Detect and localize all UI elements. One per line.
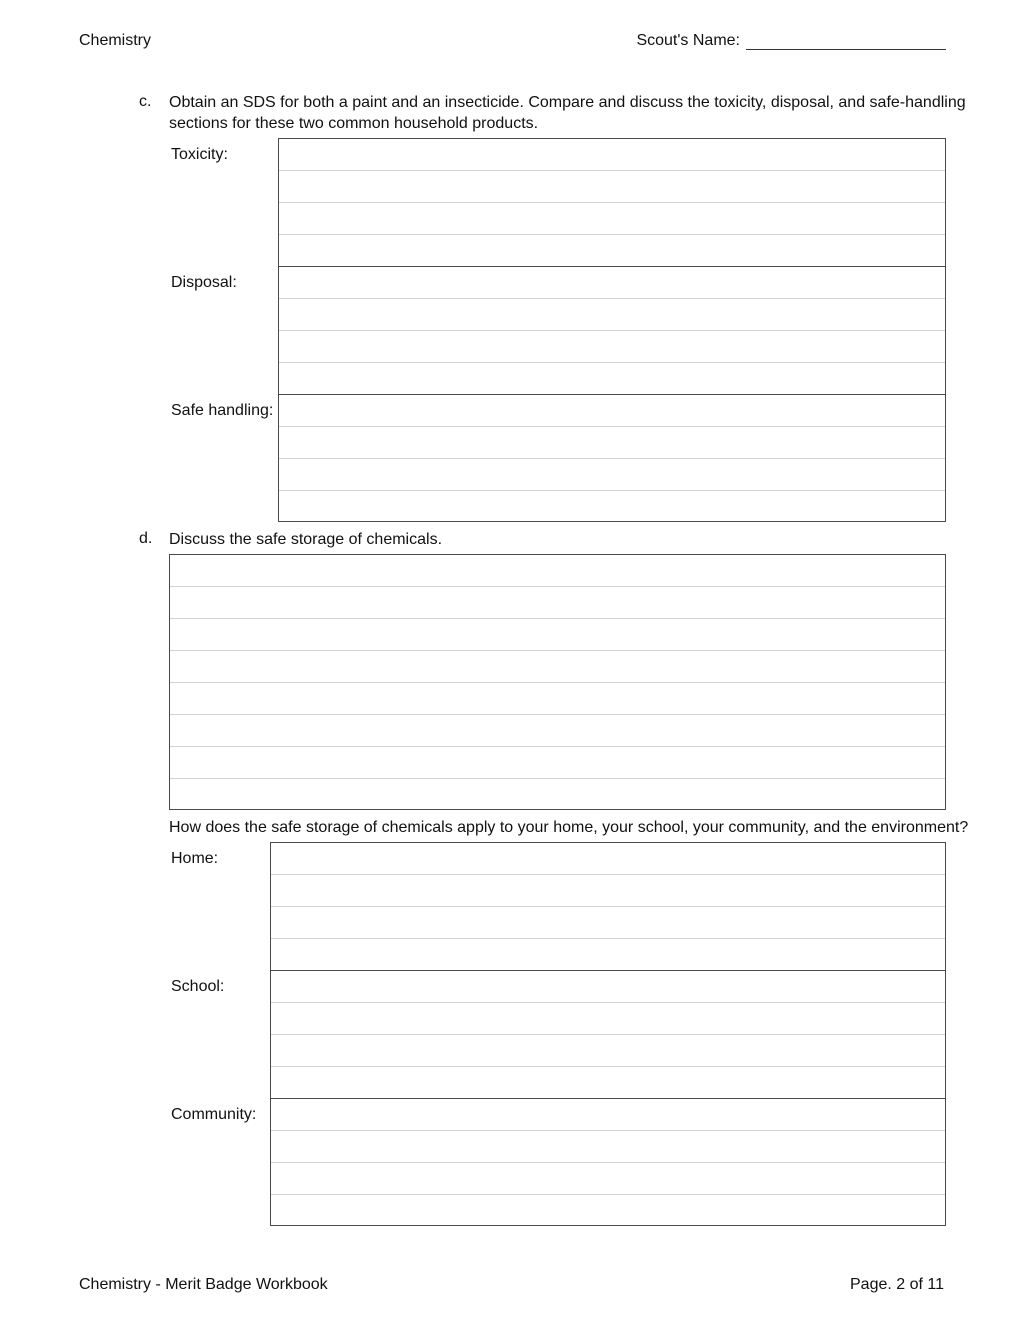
school-label: School: bbox=[171, 978, 225, 995]
storage-answer-line[interactable] bbox=[170, 683, 945, 715]
disposal-answer-line[interactable] bbox=[279, 299, 945, 331]
safe-handling-answer-line[interactable] bbox=[279, 459, 945, 491]
school-answer-line[interactable] bbox=[271, 971, 945, 1003]
question-c-answer-box[interactable] bbox=[278, 138, 946, 522]
home-answer-line[interactable] bbox=[271, 875, 945, 907]
scout-name-line[interactable] bbox=[746, 34, 946, 50]
community-answer-line[interactable] bbox=[271, 1131, 945, 1163]
community-label: Community: bbox=[171, 1106, 257, 1123]
question-d-letter: d. bbox=[139, 530, 153, 547]
home-answer-line[interactable] bbox=[271, 939, 945, 971]
question-d-followup: How does the safe storage of chemicals apply to your home, your school, your community, and the environment? bbox=[169, 819, 969, 836]
scout-name-field[interactable] bbox=[636, 32, 946, 50]
question-c-text-line1: Obtain an SDS for both a paint and an insecticide. Compare and discuss the toxicity, disposal, and safe-handling bbox=[169, 94, 966, 111]
question-c-letter: c. bbox=[139, 93, 152, 110]
home-label: Home: bbox=[171, 850, 219, 867]
storage-application-box[interactable] bbox=[270, 842, 946, 1226]
disposal-label: Disposal: bbox=[171, 274, 237, 291]
safe-handling-answer-line[interactable] bbox=[279, 491, 945, 523]
community-answer-line[interactable] bbox=[271, 1099, 945, 1131]
school-answer-line[interactable] bbox=[271, 1035, 945, 1067]
scout-name-label: Scout's Name: bbox=[636, 32, 740, 49]
disposal-answer-line[interactable] bbox=[279, 363, 945, 395]
toxicity-answer-line[interactable] bbox=[279, 203, 945, 235]
safe-handling-answer-line[interactable] bbox=[279, 395, 945, 427]
disposal-answer-line[interactable] bbox=[279, 267, 945, 299]
storage-answer-line[interactable] bbox=[170, 651, 945, 683]
question-d-text: Discuss the safe storage of chemicals. bbox=[169, 531, 443, 548]
safe-handling-answer-line[interactable] bbox=[279, 427, 945, 459]
toxicity-answer-line[interactable] bbox=[279, 139, 945, 171]
storage-answer-line[interactable] bbox=[170, 619, 945, 651]
home-answer-line[interactable] bbox=[271, 907, 945, 939]
storage-answer-line[interactable] bbox=[170, 779, 945, 811]
home-answer-line[interactable] bbox=[271, 843, 945, 875]
community-answer-line[interactable] bbox=[271, 1195, 945, 1227]
question-c-text-line2: sections for these two common household products. bbox=[169, 115, 539, 132]
toxicity-answer-line[interactable] bbox=[279, 171, 945, 203]
community-answer-line[interactable] bbox=[271, 1163, 945, 1195]
school-answer-line[interactable] bbox=[271, 1067, 945, 1099]
footer-workbook-title: Chemistry - Merit Badge Workbook bbox=[79, 1276, 328, 1293]
school-answer-line[interactable] bbox=[271, 1003, 945, 1035]
toxicity-answer-line[interactable] bbox=[279, 235, 945, 267]
storage-answer-line[interactable] bbox=[170, 555, 945, 587]
disposal-answer-line[interactable] bbox=[279, 331, 945, 363]
footer-page-number: Page. 2 of 11 bbox=[850, 1276, 944, 1293]
storage-answer-line[interactable] bbox=[170, 587, 945, 619]
toxicity-label: Toxicity: bbox=[171, 146, 228, 163]
safe-handling-label: Safe handling: bbox=[171, 402, 274, 419]
page-header-title: Chemistry bbox=[79, 32, 152, 49]
storage-answer-line[interactable] bbox=[170, 747, 945, 779]
storage-answer-line[interactable] bbox=[170, 715, 945, 747]
storage-answer-box[interactable] bbox=[169, 554, 946, 810]
